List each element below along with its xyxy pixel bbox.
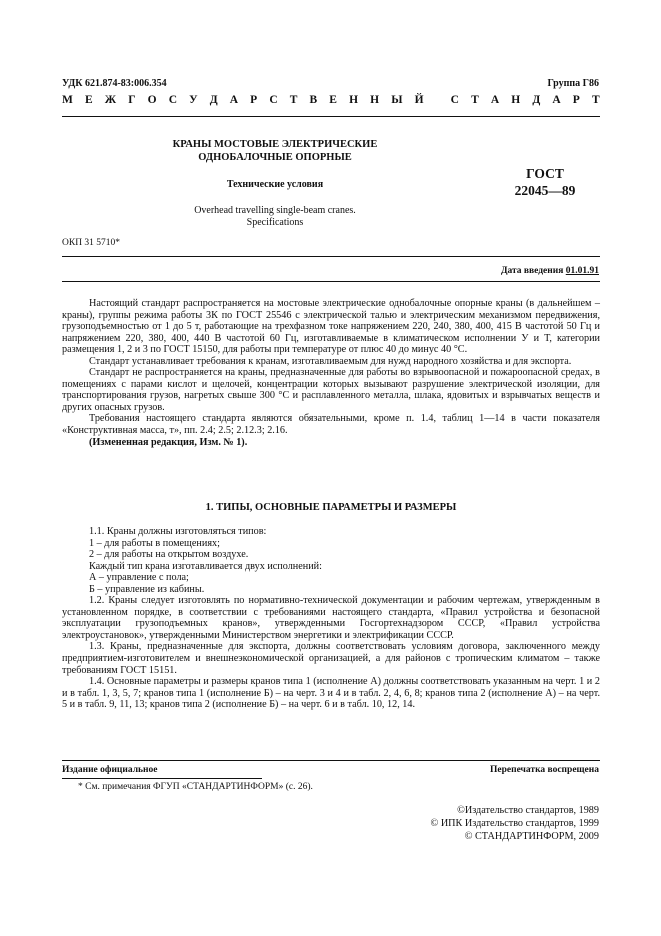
gost-code: 22045—89	[514, 183, 576, 198]
clause-1-1-item: А – управление с пола;	[89, 572, 189, 584]
banner-letter: Н	[370, 94, 380, 106]
english-title	[110, 205, 440, 229]
banner-letter: Ж	[104, 94, 117, 106]
section-1-text	[62, 526, 600, 711]
banner-letter: Ы	[391, 94, 403, 106]
english-title-line-1: Overhead travelling single-beam cranes.	[194, 205, 356, 216]
intro-date-value: 01.01.91	[565, 266, 599, 276]
banner-letter: В	[309, 94, 318, 106]
footnote-divider	[62, 778, 262, 779]
banner-letter: С	[168, 94, 178, 106]
copyright-block	[431, 804, 599, 843]
banner-letter: Г	[128, 94, 136, 106]
document-title	[110, 138, 440, 164]
title-line-2: ОДНОБАЛОЧНЫЕ ОПОРНЫЕ	[198, 152, 352, 163]
title-subtitle: Технические условия	[226, 179, 324, 190]
reprint-prohibited-label: Перепечатка воспрещена	[489, 765, 599, 775]
copyright-line: © СТАНДАРТИНФОРМ, 2009	[464, 831, 599, 842]
banner-letter: А	[490, 94, 500, 106]
clause-1-2: 1.2. Краны следует изготовлять по нормативно-технической документации и рабочим чертежам, утвержденным в установленном порядке, в соответствии с требованиями настоящего стандарта, «Правил устройства и безопасной эксплуатации грузоподъемных кранов», утвержденными Госгортехнадзором СССР, «Правил устройства электроустановок», утвержденными Министерством энергетики и электрификации СССР.	[62, 595, 600, 641]
section-1-heading: 1. ТИПЫ, ОСНОВНЫЕ ПАРАМЕТРЫ И РАЗМЕРЫ	[205, 502, 457, 513]
clause-1-1-item: Б – управление из кабины.	[89, 583, 205, 595]
banner-letter: Е	[329, 94, 337, 106]
clause-1-1-item: Каждый тип крана изготавливается двух исполнений:	[89, 560, 322, 572]
clause-1-4: 1.4. Основные параметры и размеры кранов типа 1 (исполнение А) должны соответствовать указанным на черт. 1 и 2 и в табл. 1, 3, 5, 7; кранов типа 1 (исполнение Б) – на черт. 3 и 4 и в табл. 2, 4, 6, 8; кранов типа 2 (исполнение А) – на черт. 5 и в табл. 9, 11, 13; кранов типа 2 (исполнение Б) – на черт. 6 и в табл. 10, 12, 14.	[62, 676, 600, 711]
banner-letter: Т	[289, 94, 298, 106]
clause-1-1-item: 1 – для работы в помещениях;	[89, 537, 220, 549]
footer-divider	[62, 760, 600, 761]
intro-paragraph: Требования настоящего стандарта являются обязательными, кроме п. 1.4, таблиц 1—14 в части показателя «Конструктивная масса, т», пп. 2.4; 2.5; 2.12.3; 2.16.	[62, 413, 600, 437]
banner-letter: Е	[84, 94, 93, 106]
banner-letter: А	[552, 94, 561, 106]
intro-paragraph: Настоящий стандарт распространяется на мостовые электрические однобалочные опорные краны (в дальнейшем – краны), группы режима работы 3К по ГОСТ 25546 с электрической талью и электрическим механизмом передвижения, грузоподъемностью от 1 до 5 т, работающие на трехфазном токе напряжением 220, 240, 380, 400, 415 В частотой 50 Гц и напряжением 220, 380, 400, 440 В частотой 60 Гц, изготавливаемые в климатическом исполнении У и Т, категории размещения 1, 2 и 3 по ГОСТ 15150, для работы при температуре от плюс 40 до минус 40 °С.	[62, 298, 600, 356]
header-divider	[62, 116, 600, 117]
gost-label: ГОСТ	[526, 166, 564, 181]
banner-letter: Т	[471, 94, 479, 106]
date-divider	[62, 281, 600, 282]
clause-1-1-item: 2 – для работы на открытом воздухе.	[89, 549, 249, 561]
intro-text	[62, 298, 600, 448]
banner-letter: М	[62, 94, 73, 106]
banner-letter: Д	[532, 94, 541, 106]
copyright-line: ©Издательство стандартов, 1989	[457, 805, 599, 816]
clause-1-3: 1.3. Краны, предназначенные для экспорта, должны соответствовать условиям договора, заключенного между предприятием-изготовителем и внешнеэкономической организацией, а для районов с тропическим климатом – также требованиям ГОСТ 15151.	[62, 641, 600, 676]
banner-letter: Й	[414, 94, 424, 106]
banner-letter: С	[269, 94, 278, 106]
banner-letter: Д	[209, 94, 218, 106]
clause-1-1: 1.1. Краны должны изготовляться типов:	[89, 526, 267, 537]
intro-paragraph: Стандарт устанавливает требования к кранам, изготавливаемым для нужд народного хозяйства и для экспорта.	[89, 355, 572, 367]
group-code: Группа Г86	[547, 78, 599, 89]
banner-letter: Н	[511, 94, 521, 106]
banner-letter: Т	[591, 94, 600, 106]
banner-letter: А	[229, 94, 239, 106]
udk-code: УДК 621.874-83:006.354	[62, 78, 167, 89]
gost-number	[490, 165, 600, 199]
title-line-1: КРАНЫ МОСТОВЫЕ ЭЛЕКТРИЧЕСКИЕ	[172, 139, 378, 150]
banner-letter: Р	[572, 94, 580, 106]
official-edition-label: Издание официальное	[62, 765, 158, 775]
amendment-note: (Измененная редакция, Изм. № 1).	[89, 436, 248, 448]
banner-letter: Р	[250, 94, 258, 106]
banner-letter: У	[189, 94, 198, 106]
english-title-line-2: Specifications	[246, 217, 304, 228]
banner-letter	[436, 94, 439, 106]
intro-paragraph: Стандарт не распространяется на краны, предназначенные для работы во взрывоопасной и пожароопасной средах, в помещениях с парами кислот и щелочей, концентрации которых вызывают разрушение электрической изоляции, для транспортирования грузов, нагретых свыше 300 °С и расплавленного металла, шлака, ядовитых и взрывчатых веществ и других опасных грузов.	[62, 367, 600, 413]
banner-letter: С	[450, 94, 459, 106]
copyright-line: © ИПК Издательство стандартов, 1999	[430, 818, 599, 829]
banner-letter: Н	[349, 94, 359, 106]
banner-letter: О	[147, 94, 157, 106]
intro-date-label: Дата введения	[500, 266, 564, 276]
okp-code: ОКП 31 5710*	[62, 238, 121, 248]
okp-divider	[62, 256, 600, 257]
interstate-standard-banner	[62, 94, 600, 106]
introduction-date	[501, 266, 599, 276]
footnote: * См. примечания ФГУП «СТАНДАРТИНФОРМ» (с. 26).	[78, 782, 313, 792]
